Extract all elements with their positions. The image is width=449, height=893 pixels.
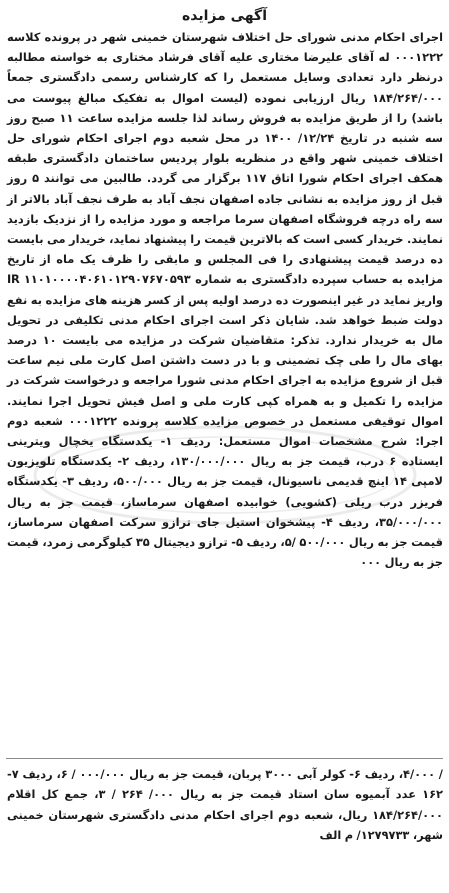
column-divider	[6, 758, 443, 759]
notice-continuation	[7, 764, 443, 846]
notice-body-text: اجرای احکام مدنی شورای حل اختلاف شهرستان خمینی شهر در پرونده کلاسه ۰۰۰۱۲۲۲ له آقای علیرضا مختاری علیه آقای فرشاد مختاری به خواسته مطالبه درنظر دارد تعدادی وسایل مستعمل را که کارشناس رسمی دادگستری جمعاً ۱۸۴/۲۶۴/۰۰۰ ریال ارزیابی نموده (لیست اموال به تفکیک مبالغ پیوست می باشد) را از طریق مزایده به فروش رساند لذا جلسه مزایده ساعت ۱۱ صبح روز سه شنبه در تاریخ ۱۲/۲۴/ ۱۴۰۰ در محل شعبه دوم اجرای احکام شورای حل اختلاف خمینی شهر واقع در منظریه بلوار پردیس ساختمان دادگستری طبقه همکف اجرای احکام شورا اتاق ۱۱۷ برگزار می گردد. طالبین می توانند ۵ روز قبل از روز مزایده به نشانی جاده اصفهان نجف آباد به طرف نجف آباد بالاتر از سه راه درچه فروشگاه اصفهان سرما مراجعه و مورد مزایده را از نزدیک بازدید نمایند. خریدار کسی است که بالاترین قیمت را پیشنهاد نماید، خریدار می بایست ده درصد قیمت پیشنهادی را فی المجلس و مابقی را ظرف یک ماه از تاریخ مزایده به حساب سپرده دادگستری به شماره IR ۱۱۰۱۰۰۰۰۴۰۶۱۰۱۲۹۰۷۶۷۰۵۹۳ واریز نماید در غیر اینصورت ده درصد اولیه پس از کسر هزینه های مزایده به نفع دولت ضبط خواهد شد. شایان ذکر است اجرای احکام مدنی تکلیفی در تحویل مال به خریدار ندارد. تذکر: متقاضیان شرکت در مزایده می بایست ۱۰ درصد بهای مال را طی چک تضمینی و با در دست داشتن اصل کارت ملی نیم ساعت قبل از شروع مزایده به اجرای احکام مدنی شورا مراجعه و درخواست شرکت در مزایده را تکمیل و به همراه کپی کارت ملی و اصل فیش تحویل اجرا نمایند. اموال توقیفی مستعمل در خصوص مزایده کلاسه پرونده ۰۰۰۱۲۲۲ شعبه دوم اجرا: شرح مشخصات اموال مستعمل: ردیف ۱- یکدستگاه یخچال ویترینی ایستاده ۶ درب، قیمت جز به ریال ۱۳۰/۰۰۰/۰۰۰، ردیف ۲- یکدستگاه تلویزیون لامپی ۱۴ اینچ قدیمی ناسیونال، قیمت جز به ریال ۵۰۰/۰۰۰، ردیف ۳- یکدستگاه فریزر درب ریلی (کشویی) خوابیده اصفهان سرماساز، قیمت جز به ریال ۳۵/۰۰۰/۰۰۰، ردیف ۴- پیشخوان استیل جای ترازو سرکت اصفهان سرماساز، قیمت جز به ریال ۵۰۰/۰۰۰ /۵، ردیف ۵- ترازو دیجیتال ۳۵ کیلوگرمی زمرد، قیمت جز به ریال ۰۰۰	[7, 30, 444, 570]
notice-body	[7, 27, 443, 572]
notice-title: آگهی مزایده	[181, 8, 267, 24]
notice-continuation-text: / ۴/۰۰۰، ردیف ۶- کولر آبی ۳۰۰۰ پربان، قیمت جز به ریال ۰۰۰/۰۰۰ / ۶، ردیف ۷- ۱۶۲ عدد آبمیوه سان استاد قیمت جز به ریال ۰۰۰/ ۲۶۴ / ۳، جمع کل اقلام ۱۸۴/۲۶۴/۰۰۰ ریال، شعبه دوم اجرای احکام مدنی دادگستری شهرستان خمینی شهر، ۱۲۷۹۷۳۳/ م الف	[7, 767, 443, 843]
